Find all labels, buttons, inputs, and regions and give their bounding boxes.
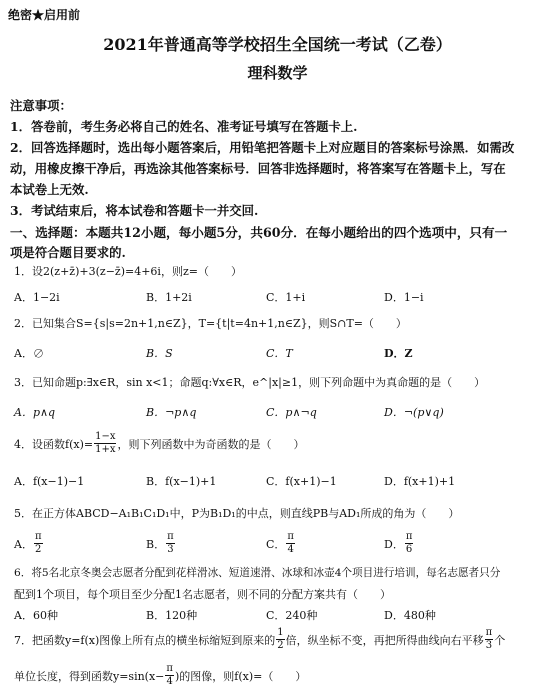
question-7-pi3-denominator: 3 <box>485 640 493 651</box>
question-6-option-c: C．240种 <box>266 609 318 622</box>
question-4-stem-start: 4．设函数f(x)= <box>14 437 94 451</box>
question-7-stem-line-2 <box>14 664 306 687</box>
note-2-line-1: 2．回答选择题时，选出每小题答案后，用铅笔把答题卡上对应题目的答案标号涂黑．如需改 <box>10 140 515 155</box>
question-3-stem: 3．已知命题p:∃x∈R，sin x<1；命题q:∀x∈R，e^|x|≥1，则下列命题中为真命题的是（ ） <box>14 376 486 389</box>
question-5-option-d-denominator: 6 <box>405 544 413 555</box>
question-7-pi3-numerator: π <box>485 627 493 638</box>
question-2-option-b: B．S <box>146 347 173 360</box>
question-5-option-a <box>14 532 44 555</box>
note-1: 1．答卷前，考生务必将自己的姓名、准考证号填写在答题卡上. <box>10 119 358 134</box>
question-1-option-d: D．1−i <box>384 291 424 304</box>
question-5-option-a-fraction <box>34 532 43 555</box>
question-4-fraction-denominator: 1+x <box>95 444 116 455</box>
question-4-option-d: D．f(x+1)+1 <box>384 475 456 488</box>
question-5-option-c-fraction <box>286 532 295 555</box>
question-7-stem-line-2-start: 单位长度，得到函数y=sin(x− <box>14 669 165 683</box>
question-5-option-c <box>266 532 296 555</box>
question-7-stem-middle: 倍，纵坐标不变，再把所得曲线向右平移 <box>285 633 484 647</box>
question-7-pi4-numerator: π <box>166 663 173 674</box>
question-3-option-d: D．¬(p∨q) <box>384 406 444 419</box>
question-3-option-b: B．¬p∧q <box>146 406 197 419</box>
question-3-option-a: A．p∧q <box>14 406 56 419</box>
question-3-option-c: C．p∧¬q <box>266 406 317 419</box>
exam-subtitle: 理科数学 <box>247 64 308 82</box>
question-5-option-d-numerator: π <box>405 531 413 542</box>
question-4-option-a: A．f(x−1)−1 <box>14 475 85 488</box>
question-5-option-d-label: D． <box>384 537 404 551</box>
question-7-pi3-fraction <box>485 628 494 651</box>
question-5-option-b-numerator: π <box>167 531 174 542</box>
section-heading-line-1: 一、选择题：本题共12小题，每小题5分，共60分．在每小题给出的四个选项中，只有一 <box>10 225 508 240</box>
question-4-stem <box>14 432 304 455</box>
question-5-option-a-numerator: π <box>34 531 42 542</box>
question-6-option-b: B．120种 <box>146 609 198 622</box>
note-2-line-2: 动，用橡皮擦干净后，再选涂其他答案标号．回答非选择题时，将答案写在答题卡上，写在 <box>10 161 506 176</box>
question-7-stem-line-2-end: )的图像，则f(x)=（ ） <box>174 669 307 683</box>
exam-title: 2021年普通高等学校招生全国统一考试（乙卷） <box>103 35 452 54</box>
question-6-stem-line-2: 配到1个项目，每个项目至少分配1名志愿者，则不同的分配方案共有（ ） <box>14 588 391 601</box>
question-7-half-numerator: 1 <box>277 627 284 638</box>
question-6-option-d: D．480种 <box>384 609 436 622</box>
question-4-fraction <box>94 432 116 455</box>
question-7-pi4-fraction <box>165 664 174 687</box>
question-4-option-b: B．f(x−1)+1 <box>146 475 217 488</box>
question-5-option-d <box>384 532 414 555</box>
question-2-option-c: C．T <box>266 347 293 360</box>
question-2-option-a: A．∅ <box>14 347 44 360</box>
question-5-option-c-denominator: 4 <box>287 544 294 555</box>
question-5-stem: 5．在正方体ABCD−A₁B₁C₁D₁中，P为B₁D₁的中点，则直线PB与AD₁所成的角为（ ） <box>14 507 460 520</box>
question-4-stem-end: ，则下列函数中为奇函数的是（ ） <box>117 437 305 451</box>
question-7-pi4-denominator: 4 <box>166 676 173 687</box>
question-7-stem-unit: 个 <box>494 633 506 647</box>
question-5-option-c-numerator: π <box>287 531 294 542</box>
question-4-fraction-numerator: 1−x <box>95 431 116 442</box>
question-7-half-denominator: 2 <box>277 640 284 651</box>
question-5-option-b-fraction <box>166 532 175 555</box>
question-2-stem: 2．已知集合S={s|s=2n+1,n∈Z}，T={t|t=4n+1,n∈Z}，则S∩T=（ ） <box>14 317 407 330</box>
question-5-option-b-label: B． <box>146 537 166 551</box>
question-1-option-a: A．1−2i <box>14 291 60 304</box>
notes-heading: 注意事项： <box>10 98 72 113</box>
section-heading-line-2: 项是符合题目要求的. <box>10 245 126 260</box>
note-3: 3．考试结束后，将本试卷和答题卡一并交回. <box>10 203 259 218</box>
question-4-option-c: C．f(x+1)−1 <box>266 475 337 488</box>
note-2-line-3: 本试卷上无效. <box>10 182 89 197</box>
question-7-stem-start: 7．把函数y=f(x)图像上所有点的横坐标缩短到原来的 <box>14 633 276 647</box>
question-5-option-d-fraction <box>405 532 414 555</box>
question-2-option-d: D．Z <box>384 347 413 360</box>
question-5-option-c-label: C． <box>266 537 286 551</box>
question-5-option-a-label: A． <box>14 537 33 551</box>
question-1-option-b: B．1+2i <box>146 291 192 304</box>
question-6-stem-line-1: 6．将5名北京冬奥会志愿者分配到花样滑冰、短道速滑、冰球和冰壶4个项目进行培训，每名志愿者只分 <box>14 567 501 579</box>
question-7-stem-line-1 <box>14 628 505 651</box>
question-5-option-b-denominator: 3 <box>167 544 174 555</box>
question-5-option-b <box>146 532 176 555</box>
question-1-option-c: C．1+i <box>266 291 306 304</box>
confidential-label: 绝密★启用前 <box>8 8 81 22</box>
question-5-option-a-denominator: 2 <box>35 544 42 555</box>
question-7-half-fraction <box>276 628 284 651</box>
question-6-option-a: A．60种 <box>14 609 58 622</box>
question-1-stem: 1．设2(z+z̄)+3(z−z̄)=4+6i，则z=（ ） <box>14 265 242 278</box>
